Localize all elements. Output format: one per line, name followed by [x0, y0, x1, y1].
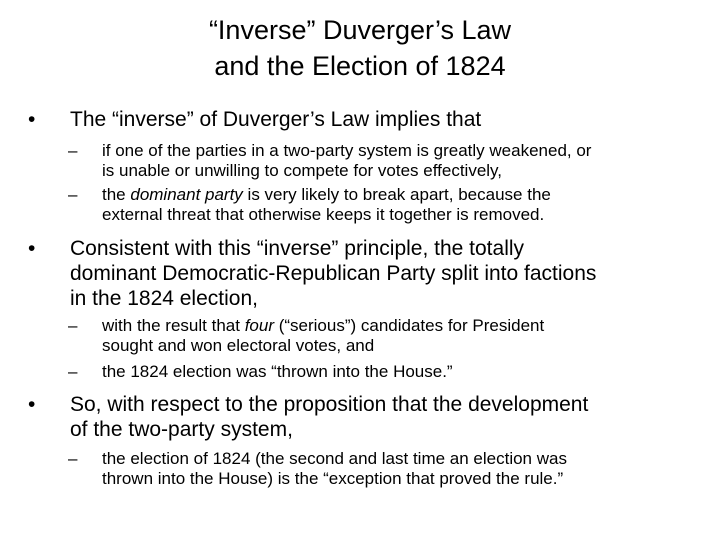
dash-marker: – [68, 316, 78, 335]
sub-bullet-item [68, 141, 688, 181]
sub-bullet-text-line [102, 185, 688, 205]
title-line-2: and the Election of 1824 [214, 51, 506, 81]
sub-bullet-text [102, 362, 688, 382]
dash-marker: – [68, 141, 78, 160]
sub-bullet-item [68, 185, 688, 225]
text-fragment: (“serious”) candidates for President [273, 316, 545, 335]
sub-bullet-text-line: sought and won electoral votes, and [102, 336, 375, 355]
sub-bullet-text-line: the election of 1824 (the second and last time an election was [102, 449, 567, 468]
emphasis-text: dominant party [130, 185, 243, 204]
sub-bullet-item [68, 362, 688, 382]
bullet-marker: • [28, 393, 36, 416]
bullet-item [28, 236, 700, 311]
bullet-text [70, 236, 700, 311]
bullet-text-line: Consistent with this “inverse” principle, the totally [70, 237, 525, 260]
sub-bullet-text [102, 141, 688, 181]
emphasis-text: four [244, 316, 274, 335]
sub-bullet-text-line: external threat that otherwise keeps it together is removed. [102, 205, 545, 224]
bullet-text-line: in the 1824 election, [70, 287, 258, 310]
sub-bullet-text [102, 316, 688, 356]
sub-bullet-text [102, 449, 688, 489]
sub-bullet-item [68, 316, 688, 356]
dash-marker: – [68, 362, 78, 381]
bullet-text-line: of the two-party system, [70, 418, 293, 441]
bullet-item [28, 392, 700, 442]
bullet-text-line: dominant Democratic-Republican Party split into factions [70, 262, 597, 285]
bullet-marker: • [28, 108, 36, 131]
title-line-1: “Inverse” Duverger’s Law [208, 15, 512, 45]
sub-bullet-text-line: is unable or unwilling to compete for votes effectively, [102, 161, 503, 180]
dash-marker: – [68, 185, 78, 204]
text-fragment: is very likely to break apart, because the [242, 185, 551, 204]
bullet-text [70, 107, 700, 132]
bullet-text [70, 392, 700, 442]
dash-marker: – [68, 449, 78, 468]
sub-bullet-text-line [102, 316, 688, 336]
text-fragment: with the result that [102, 316, 245, 335]
bullet-marker: • [28, 237, 36, 260]
sub-bullet-text-line: if one of the parties in a two-party system is greatly weakened, or [102, 141, 592, 160]
sub-bullet-text-line: thrown into the House) is the “exception that proved the rule.” [102, 469, 564, 488]
sub-bullet-item [68, 449, 688, 489]
bullet-text-line: The “inverse” of Duverger’s Law implies that [70, 108, 482, 131]
bullet-text-line: So, with respect to the proposition that the development [70, 393, 589, 416]
sub-bullet-text-line: the 1824 election was “thrown into the House.” [102, 362, 453, 381]
bullet-item [28, 107, 700, 132]
sub-bullet-text [102, 185, 688, 225]
slide-title [0, 12, 720, 84]
text-fragment: the [102, 185, 131, 204]
